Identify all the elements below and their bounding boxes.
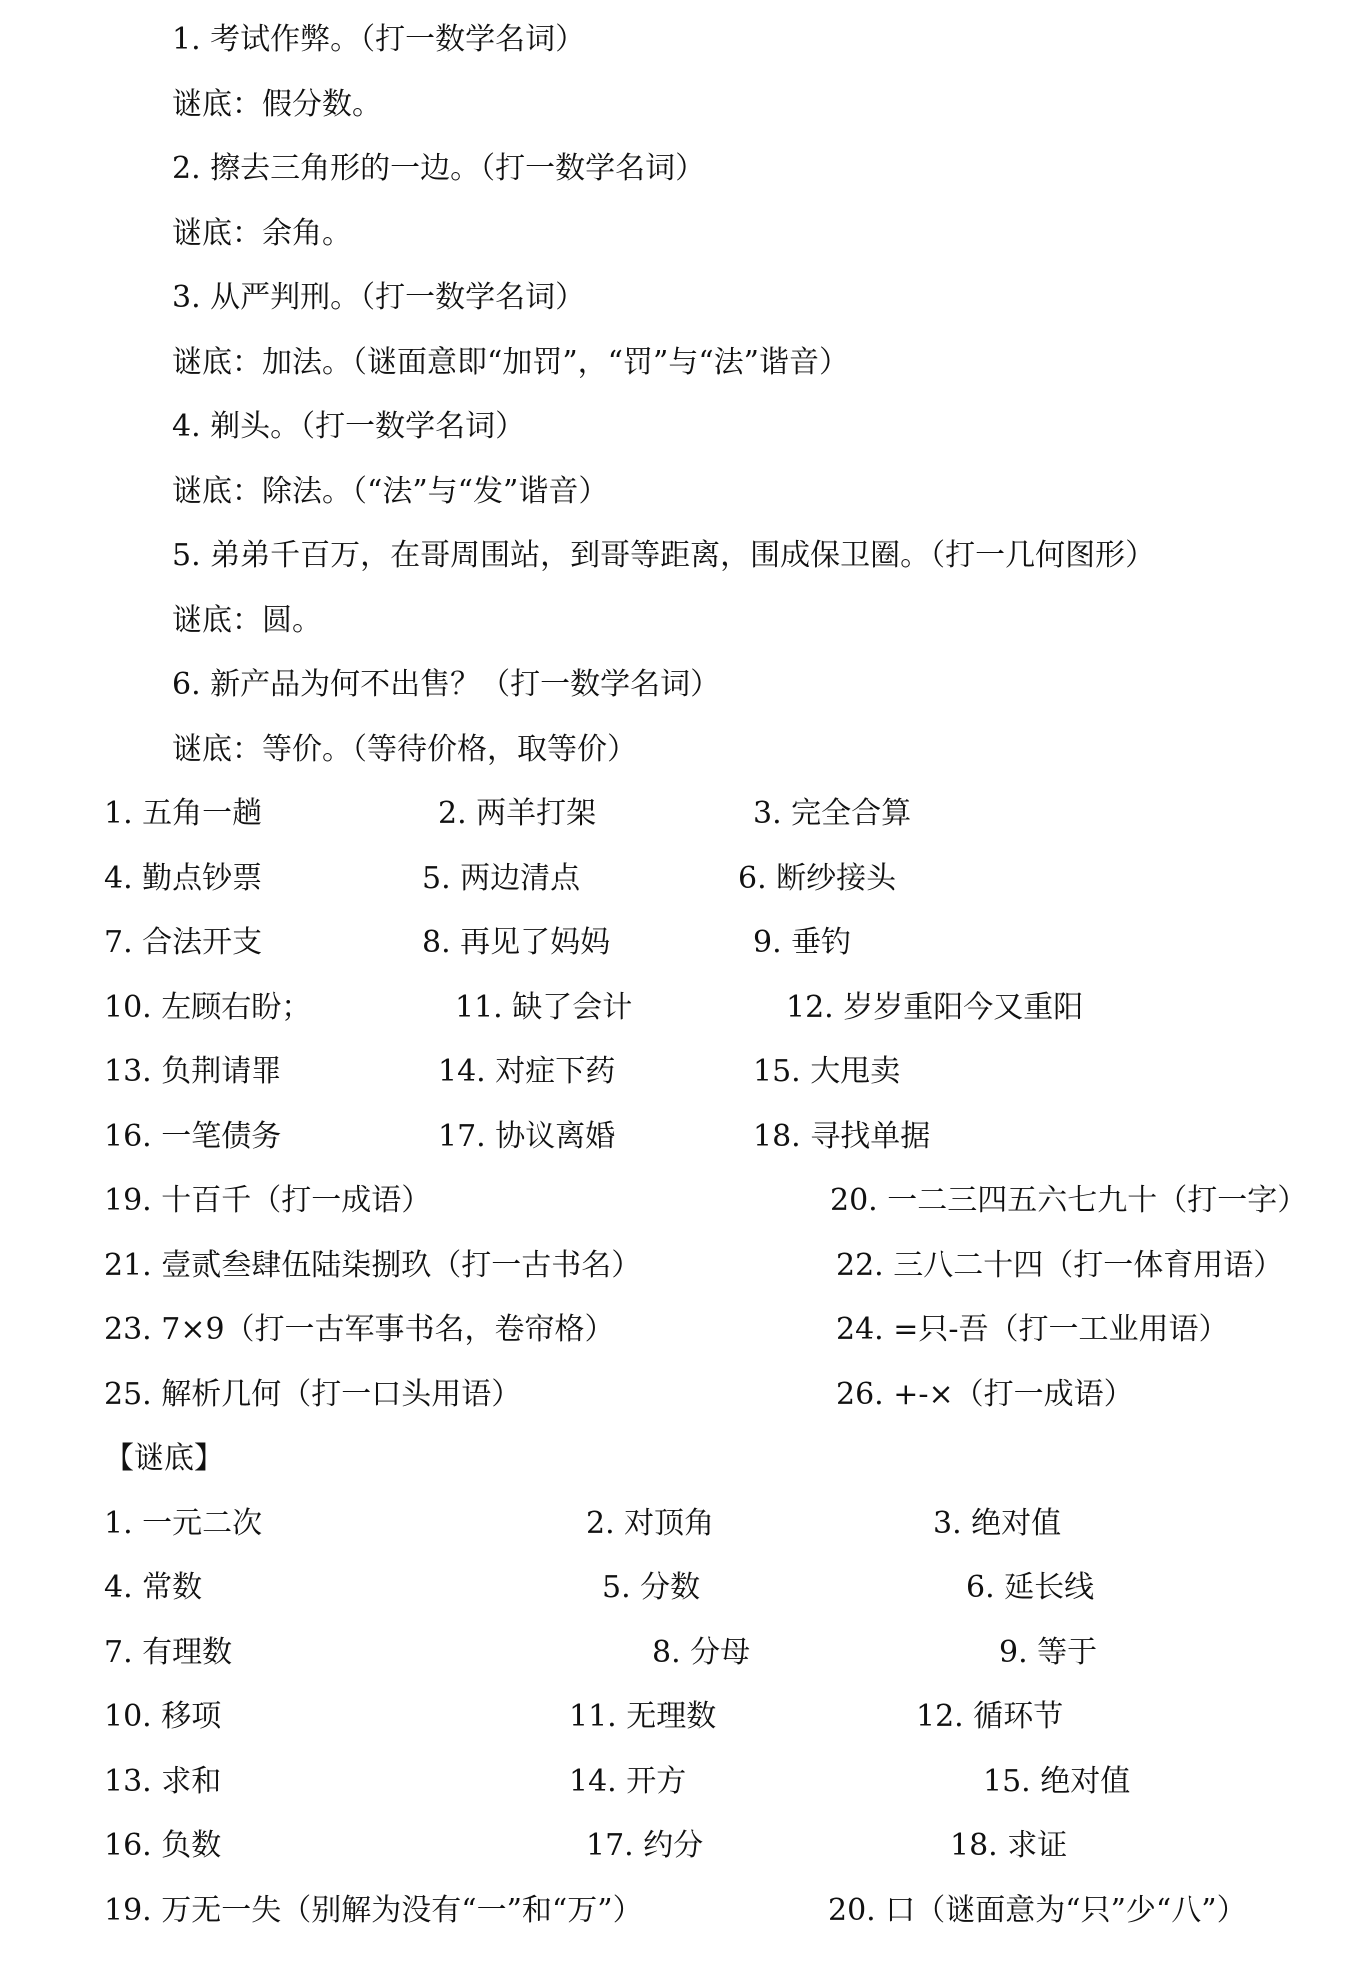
riddle-question <box>0 395 1355 459</box>
riddle-row <box>0 1105 1355 1169</box>
riddle-item: 12. 岁岁重阳今又重阳 <box>786 990 1084 1025</box>
riddle-row <box>0 1169 1355 1233</box>
riddle-question <box>0 137 1355 201</box>
answer-item: 15. 绝对值 <box>983 1764 1131 1799</box>
riddle-answer-text: 谜底：等价。（等待价格，取等价） <box>172 732 637 767</box>
riddle-item: 11. 缺了会计 <box>455 990 633 1025</box>
riddle-item: 20. 一二三四五六七九十（打一字） <box>830 1183 1308 1218</box>
answers-heading <box>0 1427 1355 1491</box>
answer-item: 7. 有理数 <box>104 1635 233 1670</box>
answer-row <box>0 1621 1355 1685</box>
answer-item: 5. 分数 <box>602 1570 701 1605</box>
riddle-answer <box>0 202 1355 266</box>
riddle-item: 9. 垂钓 <box>753 925 852 960</box>
riddle-row <box>0 1298 1355 1362</box>
riddle-row <box>0 847 1355 911</box>
riddle-row <box>0 1234 1355 1298</box>
answer-row <box>0 1750 1355 1814</box>
riddle-question-text: 6. 新产品为何不出售？（打一数学名词） <box>172 667 721 702</box>
answer-item: 12. 循环节 <box>916 1699 1064 1734</box>
riddle-item: 23. 7×9（打一古军事书名，卷帘格） <box>104 1312 615 1347</box>
riddle-answer-text: 谜底：加法。（谜面意即“加罚”，“罚”与“法”谐音） <box>172 345 850 380</box>
riddle-answer <box>0 331 1355 395</box>
answer-item: 8. 分母 <box>652 1635 751 1670</box>
riddle-question <box>0 8 1355 72</box>
riddle-answer <box>0 73 1355 137</box>
riddle-question <box>0 653 1355 717</box>
riddle-answer-text: 谜底：假分数。 <box>172 87 382 122</box>
riddle-item: 15. 大甩卖 <box>753 1054 901 1089</box>
riddle-question-text: 1. 考试作弊。（打一数学名词） <box>172 22 586 57</box>
riddle-row <box>0 1363 1355 1427</box>
answer-item: 18. 求证 <box>950 1828 1068 1863</box>
answer-item: 3. 绝对值 <box>933 1506 1062 1541</box>
riddle-item: 5. 两边清点 <box>422 861 581 896</box>
answer-row <box>0 1685 1355 1749</box>
riddle-row <box>0 1040 1355 1104</box>
riddle-item: 10. 左顾右盼； <box>104 990 312 1025</box>
riddle-item: 25. 解析几何（打一口头用语） <box>104 1377 522 1412</box>
answer-item: 11. 无理数 <box>569 1699 717 1734</box>
answers-heading-text: 【谜底】 <box>104 1441 224 1476</box>
answer-item: 9. 等于 <box>999 1635 1098 1670</box>
riddle-item: 19. 十百千（打一成语） <box>104 1183 432 1218</box>
riddle-row <box>0 782 1355 846</box>
answer-item: 2. 对顶角 <box>586 1506 715 1541</box>
riddle-item: 21. 壹贰叁肆伍陆柒捌玖（打一古书名） <box>104 1248 642 1283</box>
riddle-answer-text: 谜底：圆。 <box>172 603 322 638</box>
riddle-answer-text: 谜底：除法。（“法”与“发”谐音） <box>172 474 609 509</box>
riddle-item: 18. 寻找单据 <box>753 1119 931 1154</box>
answer-row <box>0 1814 1355 1878</box>
riddle-question-text: 3. 从严判刑。（打一数学名词） <box>172 280 586 315</box>
answer-item: 16. 负数 <box>104 1828 222 1863</box>
riddle-item: 17. 协议离婚 <box>438 1119 616 1154</box>
answer-item: 1. 一元二次 <box>104 1506 263 1541</box>
riddle-item: 3. 完全合算 <box>753 796 912 831</box>
riddle-item: 2. 两羊打架 <box>438 796 597 831</box>
riddle-item: 26. +-×（打一成语） <box>836 1377 1134 1412</box>
riddle-question-text: 5. 弟弟千百万，在哥周围站，到哥等距离，围成保卫圈。（打一几何图形） <box>172 538 1156 573</box>
riddle-item: 24. =只-吾（打一工业用语） <box>836 1312 1229 1347</box>
answer-item: 20. 口（谜面意为“只”少“八”） <box>828 1893 1247 1928</box>
answer-item: 4. 常数 <box>104 1570 203 1605</box>
riddle-answer <box>0 718 1355 782</box>
riddle-answer <box>0 589 1355 653</box>
riddle-question <box>0 524 1355 588</box>
answer-item: 14. 开方 <box>569 1764 687 1799</box>
riddle-item: 13. 负荆请罪 <box>104 1054 282 1089</box>
riddle-item: 22. 三八二十四（打一体育用语） <box>836 1248 1284 1283</box>
answer-row <box>0 1879 1355 1943</box>
riddle-item: 16. 一笔债务 <box>104 1119 282 1154</box>
answer-item: 17. 约分 <box>586 1828 704 1863</box>
riddle-item: 6. 断纱接头 <box>738 861 897 896</box>
answer-row <box>0 1492 1355 1556</box>
answer-item: 6. 延长线 <box>966 1570 1095 1605</box>
riddle-item: 8. 再见了妈妈 <box>422 925 611 960</box>
riddle-question-text: 4. 剃头。（打一数学名词） <box>172 409 526 444</box>
riddle-row <box>0 911 1355 975</box>
riddle-question-text: 2. 擦去三角形的一边。（打一数学名词） <box>172 151 706 186</box>
riddle-answer <box>0 460 1355 524</box>
answer-row <box>0 1556 1355 1620</box>
riddle-item: 4. 勤点钞票 <box>104 861 263 896</box>
answer-item: 13. 求和 <box>104 1764 222 1799</box>
riddle-item: 1. 五角一趟 <box>104 796 263 831</box>
riddle-row <box>0 976 1355 1040</box>
riddle-question <box>0 266 1355 330</box>
riddle-item: 14. 对症下药 <box>438 1054 616 1089</box>
riddle-item: 7. 合法开支 <box>104 925 263 960</box>
answer-item: 10. 移项 <box>104 1699 222 1734</box>
riddle-answer-text: 谜底：余角。 <box>172 216 352 251</box>
answer-item: 19. 万无一失（别解为没有“一”和“万”） <box>104 1893 643 1928</box>
